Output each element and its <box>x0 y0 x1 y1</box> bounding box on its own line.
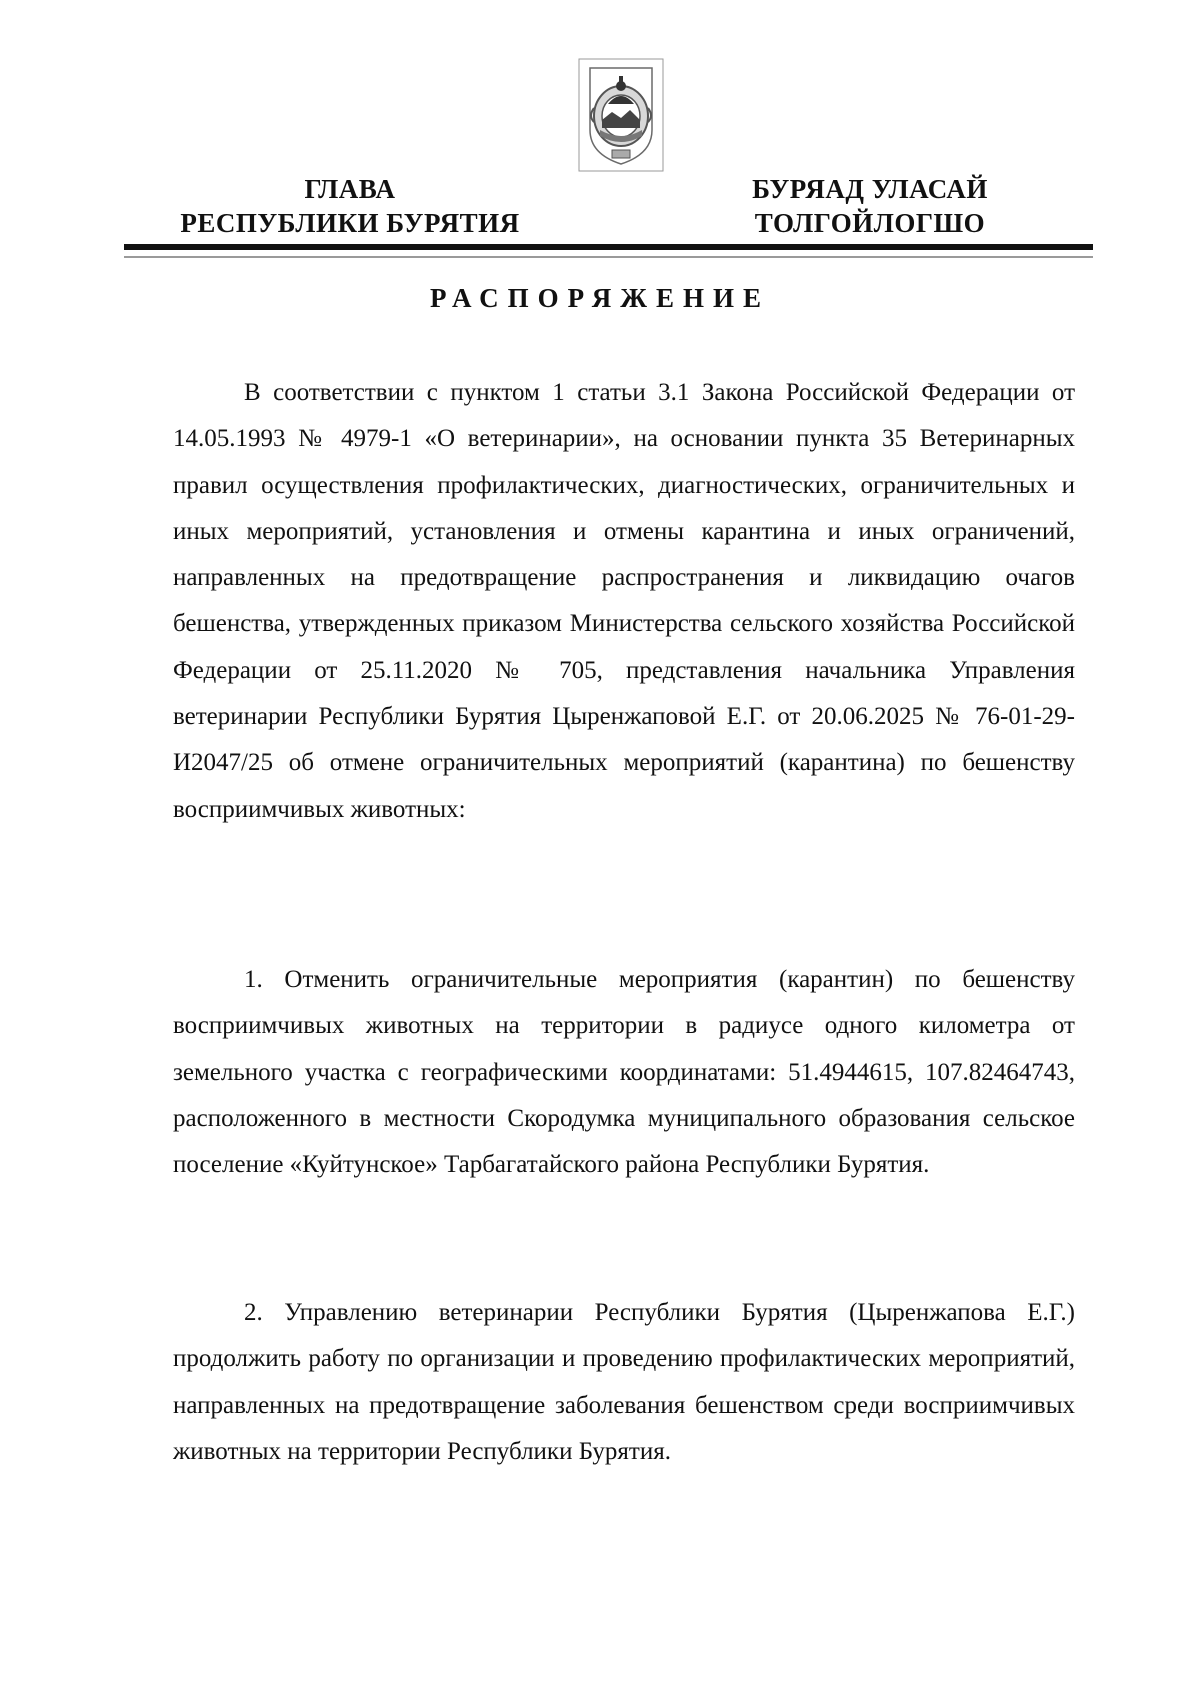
document-title: РАСПОРЯЖЕНИЕ <box>429 283 771 313</box>
order-item-1: 1. Отменить ограничительные мероприятия (карантин) по бешенству восприимчивых животных на территории в радиусе одного километра от земельного участка с географическими координатами: 51.4944615, 107.82464743, расположенного в местности Скородумка муниципального образования сельское поселение «Куйтунское» Тарбагатайского района Республики Бурятия. <box>173 966 1075 1179</box>
issuer-buryat-line-1: БУРЯАД УЛАСАЙ <box>752 174 988 204</box>
coat-of-arms-icon <box>578 58 664 172</box>
header-divider <box>124 244 1093 250</box>
header-divider-thin <box>124 256 1093 258</box>
intro-paragraph: В соответствии с пунктом 1 статьи 3.1 Закона Российской Федерации от 14.05.1993 № 4979-1 «О ветеринарии», на основании пункта 35 Ветеринарных правил осуществления профилактических, диагностических, ограничительных и иных мероприятий, установления и отмены карантина и иных ограничений, направленных на предотвращение распространения и ликвидацию очагов бешенства, утвержденных приказом Министерства сельского хозяйства Российской Федерации от 25.11.2020 № 705, представления начальника Управления ветеринарии Республики Бурятия Цыренжаповой Е.Г. от 20.06.2025 № 76-01-29-И2047/25 об отмене ограничительных мероприятий (карантина) по бешенству восприимчивых животных: <box>173 379 1075 823</box>
order-item-2: 2. Управлению ветеринарии Республики Бурятия (Цыренжапова Е.Г.) продолжить работу по организации и проведению профилактических мероприятий, направленных на предотвращение заболевания бешенством среди восприимчивых животных на территории Республики Бурятия. <box>173 1299 1075 1465</box>
issuer-buryat-line-2: ТОЛГОЙЛОГШО <box>754 208 986 238</box>
issuer-line-1: ГЛАВА <box>304 174 396 204</box>
issuer-line-2: РЕСПУБЛИКИ БУРЯТИЯ <box>180 208 520 238</box>
issuer-block-buryat <box>700 172 1040 240</box>
issuer-block <box>160 172 540 240</box>
